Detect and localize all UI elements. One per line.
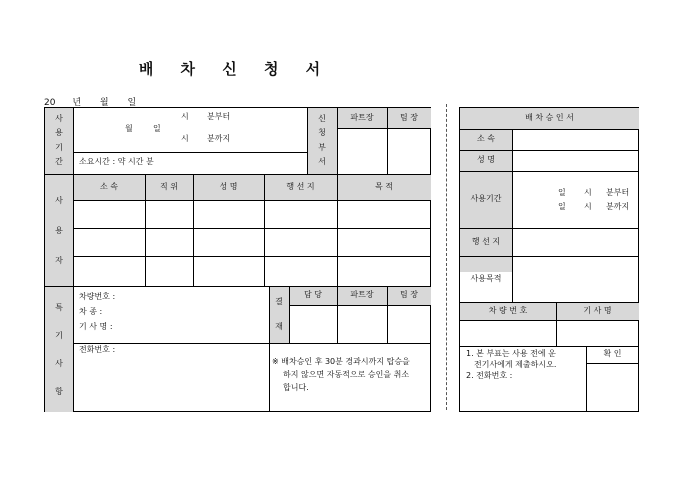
period-to-hour: 시: [181, 134, 189, 143]
approver-team-leader: 팀 장: [400, 112, 418, 122]
vehicle-number-field[interactable]: 차량번호 :: [79, 292, 116, 301]
approval-in-charge: 담 당: [304, 290, 322, 300]
slip-confirm-label: 확 인: [603, 349, 622, 359]
form-title: 배 차 신 청 서: [138, 60, 332, 78]
period-month: 월: [125, 124, 133, 133]
approval-team-leader: 팀 장: [400, 290, 418, 300]
request-form: [44, 107, 431, 412]
phone-field[interactable]: 전화번호 :: [79, 345, 116, 354]
slip-vehicle-number-header: 차 량 번 호: [488, 305, 528, 315]
slip-affiliation-label: 소 속: [477, 134, 495, 144]
slip-purpose-label: 사용목적: [470, 273, 502, 283]
duration-field[interactable]: 소요시간 : 약 시간 분: [79, 157, 154, 166]
user-label: 사 용 자: [55, 195, 63, 265]
slip-name-label: 성 명: [477, 155, 495, 165]
slip-title: 배 차 승 인 서: [525, 113, 574, 123]
period-day: 일: [153, 124, 161, 133]
slip-from-minute: 분부터: [606, 188, 630, 197]
slip-to-minute: 분까지: [606, 202, 630, 211]
col-name: 성 명: [219, 181, 238, 191]
col-position: 직 위: [160, 181, 178, 191]
slip-from-day: 일: [558, 188, 566, 197]
col-destination: 행 선 지: [286, 181, 315, 191]
slip-instructions: 1. 본 부표는 사용 전에 운 전기사에게 제출하시오. 2. 전화번호 :: [466, 349, 557, 380]
col-purpose: 목 적: [375, 181, 393, 191]
date-line: 20 년 월 일: [44, 98, 137, 108]
slip-driver-name-header: 기 사 명: [583, 305, 612, 315]
col-affiliation: 소 속: [100, 181, 118, 191]
slip-to-day: 일: [558, 202, 566, 211]
slip-to-hour: 시: [584, 202, 592, 211]
approval-label: 결 재: [275, 297, 283, 332]
driver-name-field[interactable]: 기 사 명 :: [79, 322, 113, 331]
vehicle-type-field[interactable]: 차 종 :: [79, 307, 103, 316]
slip-period-label: 사용기간: [470, 194, 502, 204]
slip-destination-label: 행 선 지: [471, 236, 501, 246]
approval-part-leader: 파트장: [350, 290, 374, 300]
usage-period-label: 사 용 기 간: [55, 113, 63, 167]
notes-label: 특 기 사 항: [55, 302, 63, 396]
period-to-minute: 분까지: [207, 134, 231, 143]
notice-text: ※ 배차승인 후 30분 경과시까지 탑승을 하지 않으면 자동적으로 승인을 취소 합니다.: [272, 357, 410, 392]
cut-line: [446, 104, 447, 410]
period-from-minute: 분부터: [207, 112, 231, 121]
slip-from-hour: 시: [584, 188, 592, 197]
approval-slip: [459, 107, 639, 412]
request-dept-label: 신 청 부 서: [318, 113, 326, 167]
approver-part-leader: 파트장: [350, 112, 374, 122]
period-from-hour: 시: [181, 112, 189, 121]
